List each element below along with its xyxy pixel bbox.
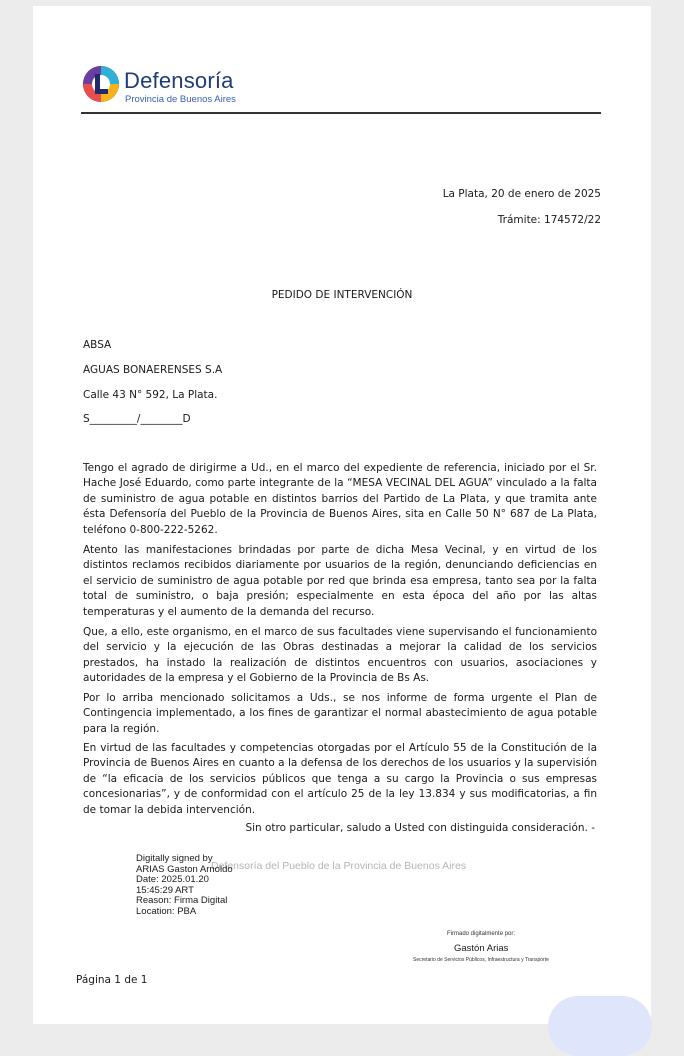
signer-title: Secretario de Servicios Públicos, Infraestructura y Transporte <box>413 957 549 963</box>
recipient-full: AGUAS BONAERENSES S.A <box>83 364 223 376</box>
body-paragraph: Tengo el agrado de dirigirme a Ud., en el marco del expediente de referencia, iniciado por el Sr. Hache José Eduardo, como parte integrante de la “MESA VECINAL DEL AGUA” vinculado a la falta de suministro de agua potable en distintos barrios del Partido de La Plata, y que tramita ante ésta Defensoría del Pueblo de la Provincia de Buenos Aires, sita en Calle 50 N° 687 de La Plata, teléfono 0-800-222-5262. <box>83 462 597 536</box>
signer-caption: Firmado digitalmente por: <box>447 931 516 937</box>
floating-action-button[interactable] <box>548 996 652 1056</box>
page-number: Página 1 de 1 <box>76 974 148 986</box>
body-paragraph: En virtud de las facultades y competencias otorgadas por el Artículo 55 de la Constitución de la Provincia de Buenos Aires en cuanto a la defensa de los derechos de los usuarios y la supervisión de “la eficacia de los servicios públicos que tenga a su cargo la Provincia o sus empresas concesionarias”, y de conformidad con el artículo 25 de la ley 13.834 y sus modificatorias, a fin de tomar la debida intervención. <box>83 742 597 816</box>
defensoria-logo-icon <box>81 64 121 104</box>
signature-line: Date: 2025.01.20 <box>136 874 209 885</box>
document-subject: PEDIDO DE INTERVENCIÓN <box>271 289 413 301</box>
signature-line: ARIAS Gaston Arnoldo <box>136 863 233 875</box>
recipient-address: Calle 43 N° 592, La Plata. <box>83 389 218 401</box>
brand-subtitle: Provincia de Buenos Aires <box>125 94 236 105</box>
signature-line: Digitally signed by <box>136 853 213 864</box>
salutation-sd: S_________/________D <box>83 413 191 425</box>
place-date: La Plata, 20 de enero de 2025 <box>442 188 601 200</box>
header-divider <box>81 112 601 114</box>
tramite-number: Trámite: 174572/22 <box>497 214 601 226</box>
recipient-short: ABSA <box>83 339 112 351</box>
signature-line: Location: PBA <box>136 905 197 917</box>
digital-signature-block <box>136 854 233 917</box>
body-paragraph: Por lo arriba mencionado solicitamos a Uds., se nos informe de forma urgente el Plan de Contingencia implementado, a los fines de garantizar el normal abastecimiento de agua potable para la región. <box>83 692 597 735</box>
signer-name: Gastón Arias <box>454 943 509 954</box>
document-page <box>33 6 651 1024</box>
brand-name: Defensoría <box>124 68 234 93</box>
closing-line: Sin otro particular, saludo a Usted con distinguida consideración. - <box>245 822 595 834</box>
signature-line: Reason: Firma Digital <box>136 895 228 906</box>
signature-line: 15:45:29 ART <box>136 884 194 896</box>
body-paragraph: Que, a ello, este organismo, en el marco de sus facultades viene supervisando el funcionamiento del servicio y la ejecución de las Obras destinadas a mejorar la calidad de los servicios prestados, ha instado la realización de distintos encuentros con usuarios, asociaciones y autoridades de la empresa y el Gobierno de la Provincia de Bs As. <box>83 626 597 685</box>
signature-watermark: Defensoría del Pueblo de la Provincia de Buenos Aires <box>211 860 467 872</box>
body-paragraph: Atento las manifestaciones brindadas por parte de dicha Mesa Vecinal, y en virtud de los distintos reclamos recibidos diariamente por usuarios de la región, denunciando deficiencias en el servicio de suministro de agua potable por red que brinda esa empresa, tanto sea por la falta total de suministro, o baja presión; especialmente en esta época del año por las altas temperaturas y el aumento de la demanda del recurso. <box>83 544 597 618</box>
